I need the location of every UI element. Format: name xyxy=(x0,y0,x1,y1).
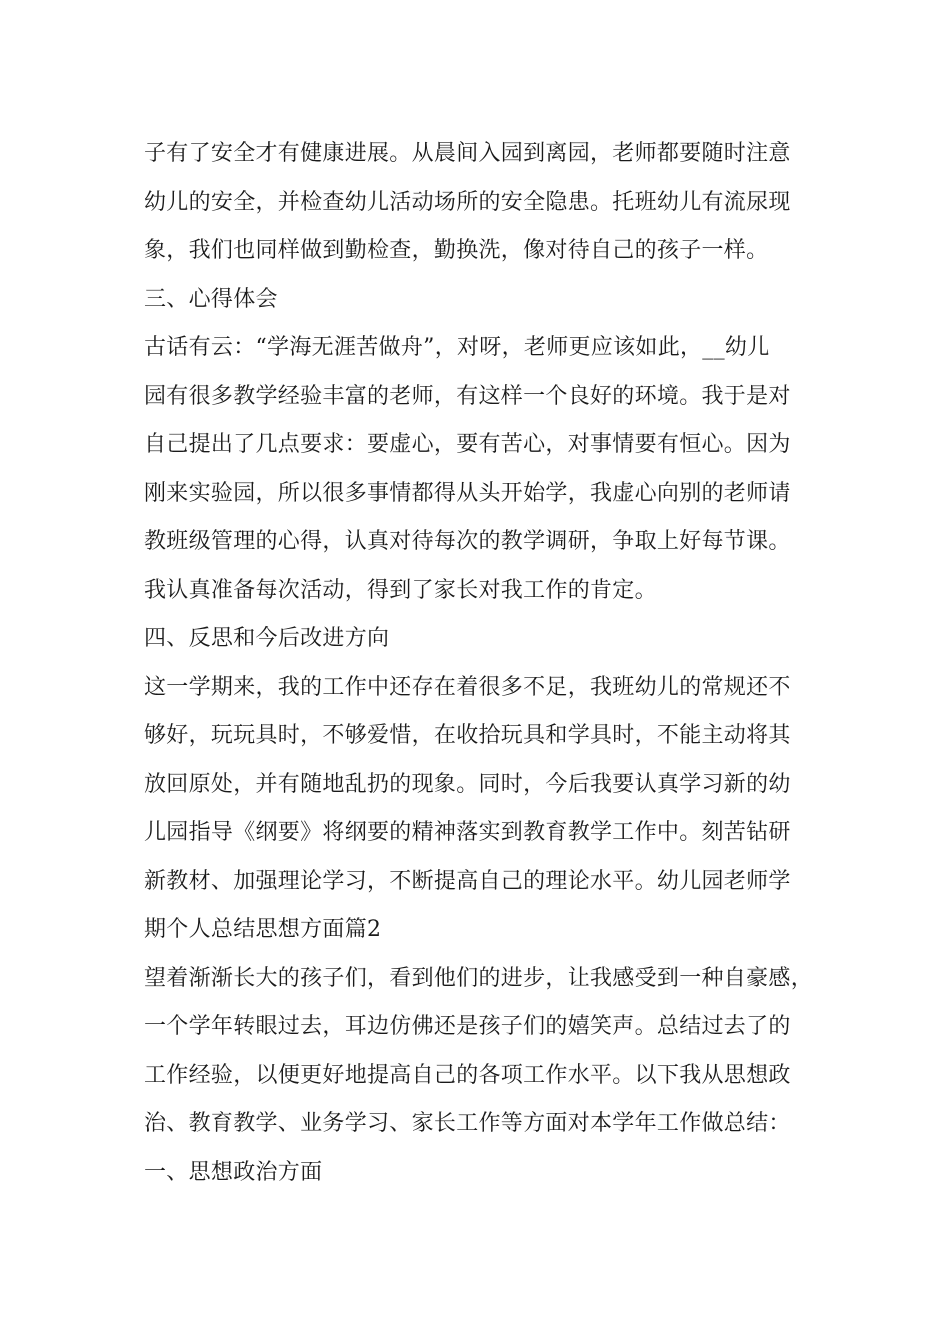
text-line: 工作经验，以便更好地提高自己的各项工作水平。以下我从思想政 xyxy=(144,1062,791,1088)
section-heading: 三、心得体会 xyxy=(144,286,278,312)
text-line: 治、教育教学、业务学习、家长工作等方面对本学年工作做总结： xyxy=(144,1111,791,1136)
text-line: 新教材、加强理论学习，不断提高自己的理论水平。幼儿园老师学 xyxy=(144,868,791,894)
text-line: 刚来实验园，所以很多事情都得从头开始学，我虚心向别的老师请 xyxy=(144,480,791,506)
text-line: 儿园指导《纲要》将纲要的精神落实到教育教学工作中。刻苦钻研 xyxy=(144,820,791,845)
text-line: 古话有云：“学海无涯苦做舟”，对呀，老师更应该如此，__幼儿 xyxy=(144,335,770,360)
text-line: 幼儿的安全，并检查幼儿活动场所的安全隐患。托班幼儿有流尿现 xyxy=(144,189,791,215)
text-line: 放回原处，并有随地乱扔的现象。同时，今后我要认真学习新的幼 xyxy=(144,771,791,797)
text-line: 望着渐渐长大的孩子们，看到他们的进步，让我感受到一种自豪感， xyxy=(144,965,814,991)
text-line: 期个人总结思想方面篇2 xyxy=(144,917,382,942)
document-body xyxy=(144,130,834,1197)
section-heading: 四、反思和今后改进方向 xyxy=(144,626,390,651)
text-line: 自己提出了几点要求：要虚心，要有苦心，对事情要有恒心。因为 xyxy=(144,432,791,457)
section-heading: 一、思想政治方面 xyxy=(144,1159,323,1185)
text-line: 象，我们也同样做到勤检查，勤换洗，像对待自己的孩子一样。 xyxy=(144,238,769,263)
text-line: 够好，玩玩具时，不够爱惜，在收拾玩具和学具时，不能主动将其 xyxy=(144,723,791,748)
text-line: 园有很多教学经验丰富的老师，有这样一个良好的环境。我于是对 xyxy=(144,383,791,409)
text-line: 子有了安全才有健康进展。从晨间入园到离园，老师都要随时注意 xyxy=(144,141,791,166)
text-line: 这一学期来，我的工作中还存在着很多不足，我班幼儿的常规还不 xyxy=(144,674,791,700)
text-line: 我认真准备每次活动，得到了家长对我工作的肯定。 xyxy=(144,577,657,603)
text-line: 一个学年转眼过去，耳边仿佛还是孩子们的嬉笑声。总结过去了的 xyxy=(144,1014,791,1039)
text-line: 教班级管理的心得，认真对待每次的教学调研，争取上好每节课。 xyxy=(144,529,791,554)
